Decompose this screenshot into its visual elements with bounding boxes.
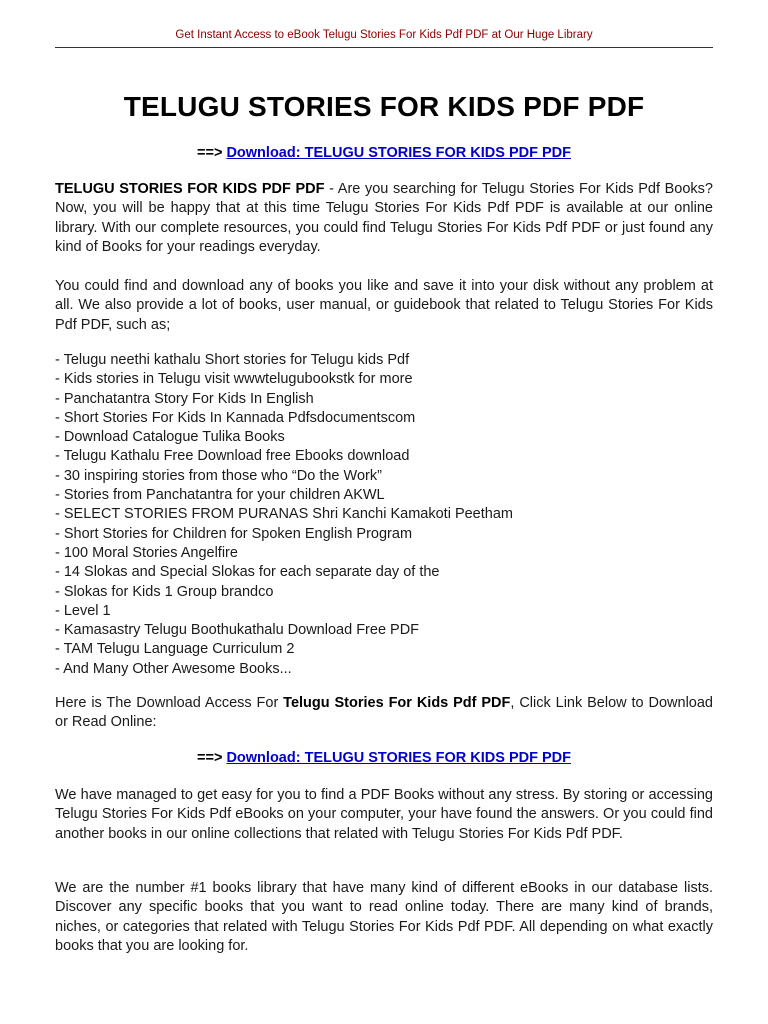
header-banner: Get Instant Access to eBook Telugu Stories For Kids Pdf PDF at Our Huge Library <box>175 29 593 41</box>
intro-text: - Are you searching for Telugu Stories For Kids Pdf Books? Now, you will be happy that at this time Telugu Stories For Kids Pdf PDF is available at our online library. With our complete resources, you could find Telugu Stories For Kids Pdf PDF or just found any kind of Books for your readings everyday. <box>55 181 713 255</box>
book-list-item: - And Many Other Awesome Books... <box>55 660 713 679</box>
access-after: , Click Link Below to Download or Read Online: <box>55 695 713 731</box>
paragraph-4: We have managed to get easy for you to find a PDF Books without any stress. By storing or accessing Telugu Stories For Kids Pdf eBooks on your computer, your have found the answers. Or you could find another books in our online collections that related with Telugu Stories For Kids Pdf PDF. <box>55 787 713 842</box>
paragraph-2: You could find and download any of books you like and save it into your disk without any problem at all. We also provide a lot of books, user manual, or guidebook that related to Telugu Stories For Kids Pdf PDF, such as; <box>55 278 713 333</box>
book-list-item: - 14 Slokas and Special Slokas for each separate day of the <box>55 563 713 582</box>
book-list-item: - TAM Telugu Language Curriculum 2 <box>55 640 713 659</box>
intro-lead-bold: TELUGU STORIES FOR KIDS PDF PDF <box>55 181 325 197</box>
book-list-item: - Stories from Panchatantra for your children AKWL <box>55 486 713 505</box>
book-list-item: - Telugu Kathalu Free Download free Ebooks download <box>55 447 713 466</box>
book-list-item: - Short Stories For Kids In Kannada Pdfsdocumentscom <box>55 409 713 428</box>
download-arrow-text: ==> <box>197 145 223 161</box>
book-list-item: - Level 1 <box>55 602 713 621</box>
book-list-item: - Telugu neethi kathalu Short stories for Telugu kids Pdf <box>55 351 713 370</box>
access-before: Here is The Download Access For <box>55 695 284 711</box>
paragraph-5: We are the number #1 books library that have many kind of different eBooks in our database lists. Discover any specific books that you want to read online today. There are many kind of brands, niches, or categories that related with Telugu Stories For Kids Pdf PDF. All depending on what exactly books that you are looking for. <box>55 880 713 954</box>
book-list-item: - Download Catalogue Tulika Books <box>55 428 713 447</box>
book-list-item: - Short Stories for Children for Spoken English Program <box>55 525 713 544</box>
book-list-item: - Kamasastry Telugu Boothukathalu Download Free PDF <box>55 621 713 640</box>
download-arrow-text: ==> <box>197 750 223 766</box>
intro-paragraph <box>55 180 713 257</box>
book-list-item: - Panchatantra Story For Kids In English <box>55 390 713 409</box>
book-list-item: - 30 inspiring stories from those who “Do the Work” <box>55 467 713 486</box>
book-list <box>55 351 713 679</box>
access-paragraph <box>55 694 713 733</box>
access-bold: Telugu Stories For Kids Pdf PDF <box>283 695 511 711</box>
page-title: TELUGU STORIES FOR KIDS PDF PDF <box>123 91 645 122</box>
header-divider <box>55 47 713 48</box>
download-link-bottom[interactable]: Download: TELUGU STORIES FOR KIDS PDF PDF <box>226 750 571 766</box>
book-list-item: - Kids stories in Telugu visit wwwtelugubookstk for more <box>55 370 713 389</box>
download-line-bottom <box>55 750 713 766</box>
book-list-item: - 100 Moral Stories Angelfire <box>55 544 713 563</box>
book-list-item: - Slokas for Kids 1 Group brandco <box>55 583 713 602</box>
download-link-top[interactable]: Download: TELUGU STORIES FOR KIDS PDF PDF <box>226 145 571 161</box>
book-list-item: - SELECT STORIES FROM PURANAS Shri Kanchi Kamakoti Peetham <box>55 505 713 524</box>
download-line-top <box>55 145 713 161</box>
